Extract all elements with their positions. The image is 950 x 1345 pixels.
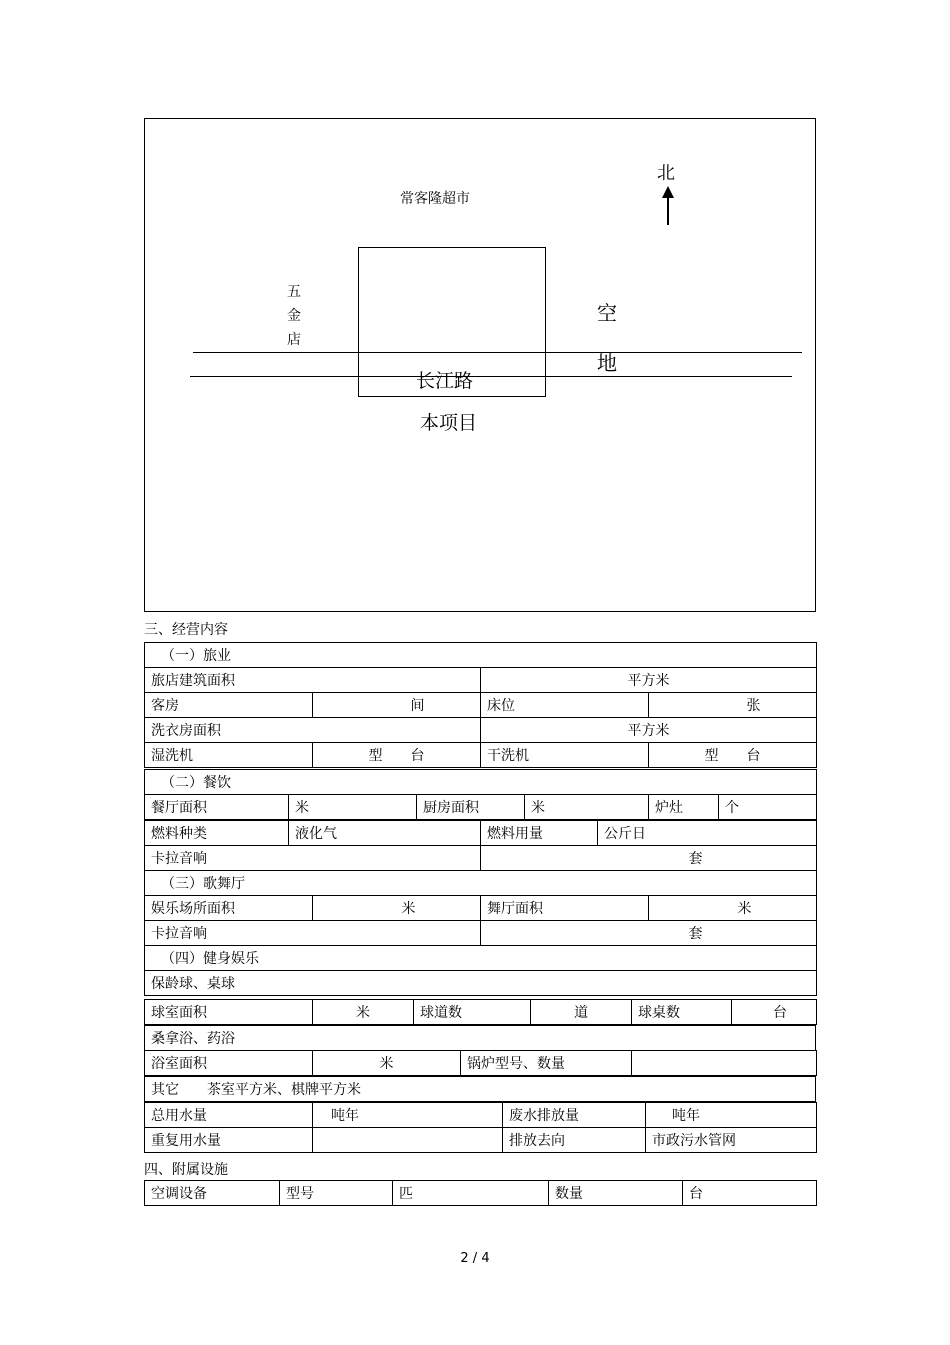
rooms-unit: 间 bbox=[313, 693, 481, 718]
fuel-usage-unit: 公斤日 bbox=[598, 821, 817, 846]
karaoke2-label: 卡拉音响 bbox=[145, 921, 481, 946]
dance-area-unit: 米 bbox=[649, 896, 817, 921]
boiler-label: 锅炉型号、数量 bbox=[461, 1051, 632, 1076]
fuel-type-label: 燃料种类 bbox=[145, 821, 289, 846]
north-arrow-icon bbox=[660, 186, 676, 226]
bowling-label: 保龄球、桌球 bbox=[145, 971, 817, 996]
ac-model-label: 型号 bbox=[280, 1181, 393, 1206]
rooms-label: 客房 bbox=[145, 693, 313, 718]
empty-land-char-2: 地 bbox=[597, 351, 617, 375]
table-row bbox=[145, 896, 817, 921]
empty-land-char-1: 空 bbox=[597, 301, 617, 325]
table-row bbox=[145, 1077, 816, 1102]
dry-washer-label: 干洗机 bbox=[481, 743, 649, 768]
table-row bbox=[145, 821, 817, 846]
hotel-table bbox=[144, 642, 817, 768]
kitchen-area-unit: 米 bbox=[525, 795, 649, 820]
ball-room-area-unit: 米 bbox=[313, 1000, 414, 1025]
other-label: 其它 茶室平方米、棋牌平方米 bbox=[145, 1077, 816, 1102]
entertainment-area-label: 娱乐场所面积 bbox=[145, 896, 313, 921]
road-line-lower bbox=[190, 376, 792, 377]
ac-qty-label: 数量 bbox=[549, 1181, 683, 1206]
karaoke2-unit: 套 bbox=[481, 921, 817, 946]
boiler-value bbox=[632, 1051, 817, 1076]
table-row bbox=[145, 1103, 817, 1128]
karaoke-label: 卡拉音响 bbox=[145, 846, 481, 871]
page-number: 2 / 4 bbox=[460, 1251, 490, 1266]
fuel-usage-label: 燃料用量 bbox=[481, 821, 598, 846]
table-row bbox=[145, 770, 817, 795]
table-row bbox=[145, 668, 817, 693]
water-reuse-value bbox=[313, 1128, 503, 1153]
section-title-operations: 三、经营内容 bbox=[144, 622, 228, 638]
ac-label: 空调设备 bbox=[145, 1181, 280, 1206]
table-row bbox=[145, 1051, 817, 1076]
ball-room-table bbox=[144, 999, 817, 1025]
bath-area-unit: 米 bbox=[313, 1051, 461, 1076]
ball-room-area-label: 球室面积 bbox=[145, 1000, 313, 1025]
water-total-label: 总用水量 bbox=[145, 1103, 313, 1128]
table-row bbox=[145, 921, 817, 946]
beds-label: 床位 bbox=[481, 693, 649, 718]
hotel-header: （一）旅业 bbox=[145, 643, 817, 668]
entertainment-area-unit: 米 bbox=[313, 896, 481, 921]
dining-area-label: 餐厅面积 bbox=[145, 795, 289, 820]
table-row bbox=[145, 971, 817, 996]
road-label: 长江路 bbox=[416, 370, 474, 392]
hotel-area-label: 旅店建筑面积 bbox=[145, 668, 481, 693]
map-label-hardware-store bbox=[284, 280, 304, 352]
table-row bbox=[145, 846, 817, 871]
ac-hp-unit: 匹 bbox=[393, 1181, 549, 1206]
map-label-empty-land bbox=[594, 288, 620, 388]
karaoke-unit: 套 bbox=[481, 846, 817, 871]
lanes-unit: 道 bbox=[531, 1000, 632, 1025]
wet-washer-unit: 型 台 bbox=[313, 743, 481, 768]
entertainment-table bbox=[144, 845, 817, 996]
table-row bbox=[145, 1026, 816, 1051]
sauna-table bbox=[144, 1025, 816, 1051]
project-label: 本项目 bbox=[420, 412, 478, 434]
table-row bbox=[145, 795, 817, 820]
table-row bbox=[145, 946, 817, 971]
dining-area-unit: 米 bbox=[289, 795, 417, 820]
sauna-label: 桑拿浴、药浴 bbox=[145, 1026, 816, 1051]
map-label-supermarket: 常客隆超市 bbox=[400, 191, 470, 207]
hardware-char-1: 五 bbox=[287, 284, 301, 300]
wet-washer-label: 湿洗机 bbox=[145, 743, 313, 768]
table-row bbox=[145, 1000, 817, 1025]
catering-table bbox=[144, 769, 817, 820]
dry-washer-unit: 型 台 bbox=[649, 743, 817, 768]
table-row bbox=[145, 1181, 817, 1206]
catering-header: （二）餐饮 bbox=[145, 770, 817, 795]
hotel-area-unit: 平方米 bbox=[481, 668, 817, 693]
stove-unit: 个 bbox=[719, 795, 817, 820]
table-row bbox=[145, 1128, 817, 1153]
discharge-label: 排放去向 bbox=[503, 1128, 646, 1153]
north-label: 北 bbox=[657, 163, 675, 184]
discharge-value: 市政污水管网 bbox=[646, 1128, 817, 1153]
water-total-unit: 吨年 bbox=[313, 1103, 503, 1128]
fuel-type-value: 液化气 bbox=[289, 821, 481, 846]
table-row bbox=[145, 693, 817, 718]
table-row bbox=[145, 643, 817, 668]
road-line-upper bbox=[193, 352, 802, 353]
laundry-area-unit: 平方米 bbox=[481, 718, 817, 743]
kitchen-area-label: 厨房面积 bbox=[417, 795, 525, 820]
table-row bbox=[145, 718, 817, 743]
ac-table bbox=[144, 1180, 817, 1206]
fitness-header: （四）健身娱乐 bbox=[145, 946, 817, 971]
hardware-char-3: 店 bbox=[287, 332, 301, 348]
bath-table bbox=[144, 1050, 817, 1076]
wastewater-label: 废水排放量 bbox=[503, 1103, 646, 1128]
dance-area-label: 舞厅面积 bbox=[481, 896, 649, 921]
beds-unit: 张 bbox=[649, 693, 817, 718]
fuel-table bbox=[144, 820, 817, 846]
stove-label: 炉灶 bbox=[649, 795, 719, 820]
laundry-area-label: 洗衣房面积 bbox=[145, 718, 481, 743]
water-reuse-label: 重复用水量 bbox=[145, 1128, 313, 1153]
tables-unit: 台 bbox=[732, 1000, 817, 1025]
other-table bbox=[144, 1076, 816, 1102]
dance-hall-header: （三）歌舞厅 bbox=[145, 871, 817, 896]
tables-label: 球桌数 bbox=[632, 1000, 732, 1025]
hardware-char-2: 金 bbox=[287, 308, 301, 324]
ac-qty-unit: 台 bbox=[683, 1181, 817, 1206]
section-title-facilities: 四、附属设施 bbox=[144, 1162, 228, 1178]
wastewater-unit: 吨年 bbox=[646, 1103, 817, 1128]
lanes-label: 球道数 bbox=[414, 1000, 531, 1025]
table-row bbox=[145, 871, 817, 896]
table-row bbox=[145, 743, 817, 768]
water-table bbox=[144, 1102, 817, 1153]
bath-area-label: 浴室面积 bbox=[145, 1051, 313, 1076]
